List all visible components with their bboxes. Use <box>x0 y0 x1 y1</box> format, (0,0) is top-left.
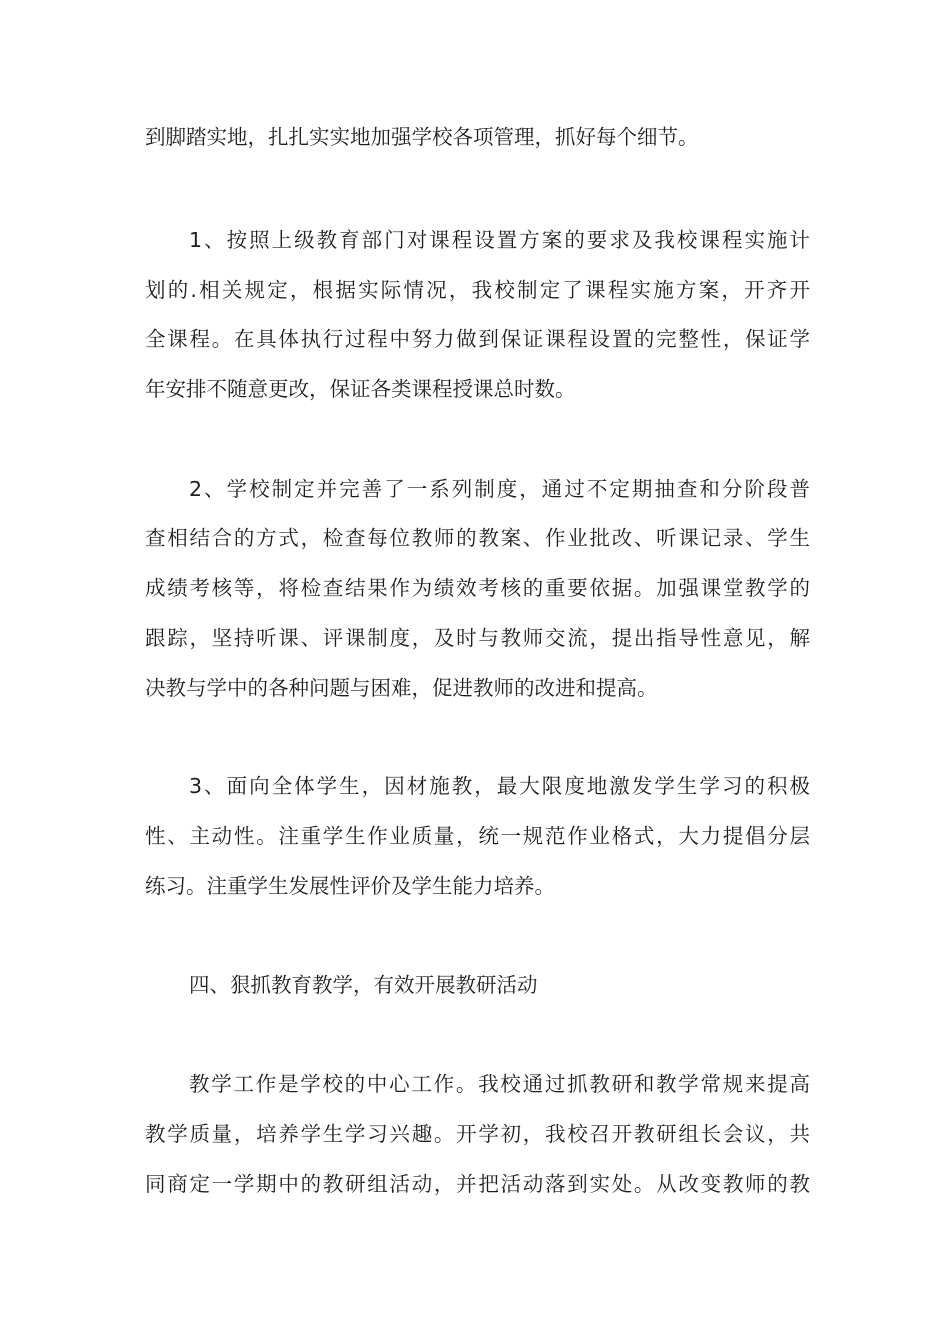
paragraph-line: 全课程。在具体执行过程中努力做到保证课程设置的完整性，保证学 <box>145 327 810 351</box>
paragraph-line: 查相结合的方式，检查每位教师的教案、作业批改、听课记录、学生 <box>145 526 810 550</box>
paragraph-line: 同商定一学期中的教研组活动，并把活动落到实处。从改变教师的教 <box>145 1172 810 1196</box>
section-heading: 四、狠抓教育教学，有效开展教研活动 <box>189 973 538 997</box>
paragraph-line: 决教与学中的各种问题与困难，促进教师的改进和提高。 <box>145 676 658 700</box>
paragraph-line: 1、按照上级教育部门对课程设置方案的要求及我校课程实施计 <box>189 228 810 252</box>
paragraph-line: 成绩考核等，将检查结果作为绩效考核的重要依据。加强课堂教学的 <box>145 576 810 600</box>
paragraph-line: 划的.相关规定，根据实际情况，我校制定了课程实施方案，开齐开 <box>145 278 810 302</box>
paragraph-line: 教学工作是学校的中心工作。我校通过抓教研和教学常规来提高 <box>189 1072 810 1096</box>
paragraph-line: 年安排不随意更改，保证各类课程授课总时数。 <box>145 377 576 401</box>
paragraph-line: 性、主动性。注重学生作业质量，统一规范作业格式，大力提倡分层 <box>145 824 810 848</box>
paragraph-line: 2、学校制定并完善了一系列制度，通过不定期抽查和分阶段普 <box>189 477 810 501</box>
paragraph-line: 3、面向全体学生，因材施教，最大限度地激发学生学习的积极 <box>189 774 810 798</box>
paragraph-line: 跟踪，坚持听课、评课制度，及时与教师交流，提出指导性意见，解 <box>145 626 810 650</box>
paragraph-line: 练习。注重学生发展性评价及学生能力培养。 <box>145 874 555 898</box>
paragraph-line: 教学质量，培养学生学习兴趣。开学初，我校召开教研组长会议，共 <box>145 1122 810 1146</box>
paragraph-line: 到脚踏实地，扎扎实实地加强学校各项管理，抓好每个细节。 <box>145 125 699 149</box>
